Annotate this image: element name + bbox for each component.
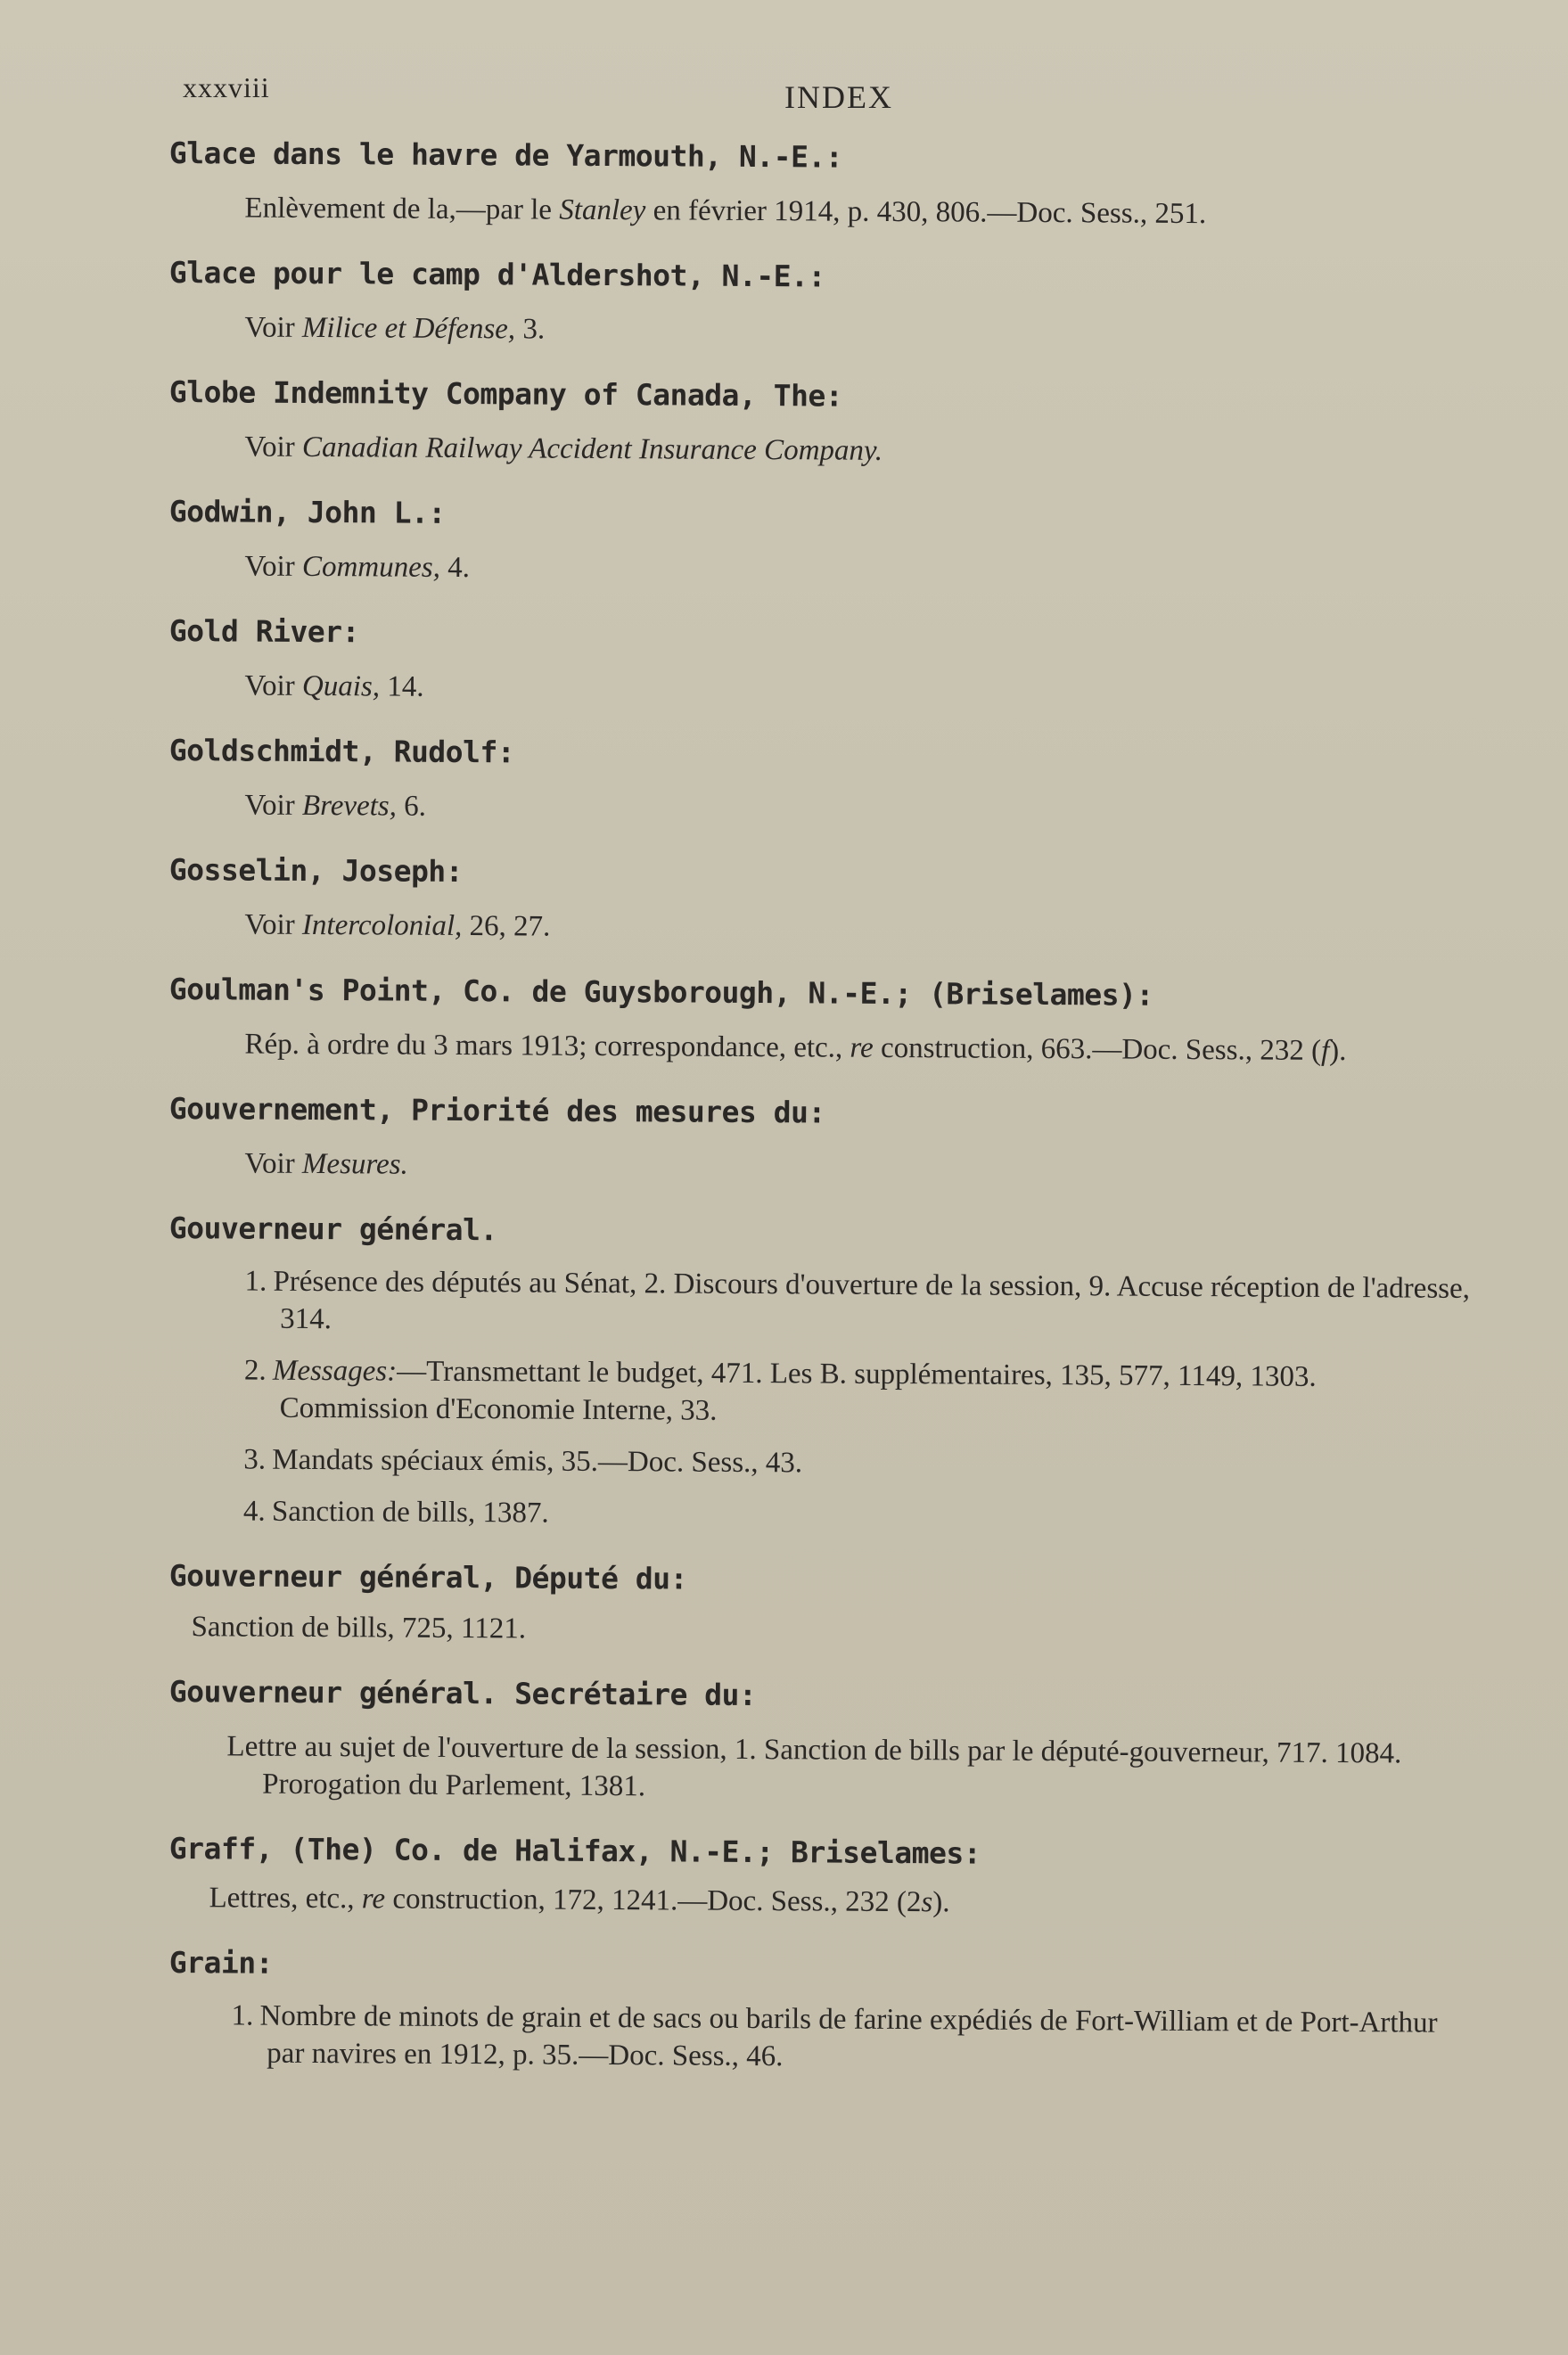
- page-number: xxxviii: [183, 71, 270, 103]
- running-title: INDEX: [784, 79, 893, 115]
- entry-heading: Gold River:: [168, 612, 360, 650]
- entry-text: Sanction de bills, 725, 1121.: [191, 1611, 527, 1645]
- entry-text: Voir Canadian Railway Accident Insurance Company.: [244, 431, 883, 467]
- entry-text: Voir Mesures.: [244, 1147, 408, 1181]
- entry-text: Enlèvement de la,—par le Stanley en février 1914, p. 430, 806.—Doc. Sess., 251.: [244, 192, 1207, 231]
- entry-heading: Glace pour le camp d'Aldershot, N.-E.:: [168, 254, 825, 294]
- entry-heading: Godwin, John L.:: [168, 494, 446, 530]
- entry-heading: Gouverneur général. Secrétaire du:: [168, 1674, 757, 1713]
- numbered-item: 1. Nombre de minots de grain et de sacs ou barils de farine expédiés de Fort-William et de Port-Arthur par navires en 1912, p. 35.—Doc. Sess., 46.: [231, 1999, 1438, 2073]
- index-entry: [168, 970, 1471, 1071]
- index-entry: [168, 134, 1471, 234]
- entry-heading: Glace dans le havre de Yarmouth, N.-E.:: [168, 135, 843, 175]
- index-entry: [168, 731, 1471, 832]
- entry-text: Voir Communes, 4.: [244, 550, 471, 585]
- entry-heading: Gouverneur général, Député du:: [168, 1558, 688, 1596]
- index-entries: [169, 134, 1471, 2098]
- page-header: [183, 71, 1452, 125]
- index-entry: [168, 1672, 1471, 1810]
- entry-heading: Goulman's Point, Co. de Guysborough, N.-E.; (Briselames):: [168, 972, 1153, 1013]
- entry-heading: Gouvernement, Priorité des mesures du:: [168, 1091, 825, 1130]
- index-entry: [168, 1943, 1471, 2080]
- index-entry: [168, 373, 1471, 473]
- entry-heading: Goldschmidt, Rudolf:: [168, 732, 515, 770]
- entry-heading: Gouverneur général.: [168, 1210, 497, 1248]
- numbered-item: 3. Mandats spéciaux émis, 35.—Doc. Sess., 43.: [243, 1443, 803, 1480]
- entry-heading: Graff, (The) Co. de Halifax, N.-E.; Briselames:: [168, 1831, 981, 1871]
- index-entry: [168, 1209, 1471, 1538]
- entry-text: Lettres, etc., re construction, 172, 1241.—Doc. Sess., 232 (2s).: [209, 1882, 950, 1919]
- entry-heading: Grain:: [168, 1945, 274, 1981]
- entry-text: Lettre au sujet de l'ouverture de la session, 1. Sanction de bills par le député-gouverneur, 717. 1084. Prorogation du Parlement, 1381.: [226, 1730, 1402, 1803]
- entry-text: Rép. à ordre du 3 mars 1913; correspondance, etc., re construction, 663.—Doc. Sess., 232 (f).: [244, 1028, 1347, 1068]
- index-entry: [168, 611, 1471, 712]
- numbered-item: 2. Messages:—Transmettant le budget, 471. Les B. supplémentaires, 135, 577, 1149, 1303. Commission d'Economie Interne, 33.: [243, 1354, 1317, 1427]
- entry-heading: Gosselin, Joseph:: [168, 851, 464, 890]
- entry-text: Voir Milice et Défense, 3.: [244, 311, 546, 346]
- index-entry: [168, 492, 1471, 593]
- entry-text: Voir Intercolonial, 26, 27.: [244, 908, 551, 943]
- entry-heading: Globe Indemnity Company of Canada, The:: [168, 373, 843, 414]
- numbered-item: 4. Sanction de bills, 1387.: [242, 1495, 549, 1530]
- entry-text: Voir Quais, 14.: [244, 669, 424, 703]
- index-entry: [168, 253, 1471, 354]
- index-entry: [168, 1829, 1471, 1924]
- index-entry: [168, 850, 1471, 951]
- index-entry: [168, 1556, 1471, 1653]
- index-entry: [168, 1089, 1471, 1190]
- entry-text: Voir Brevets, 6.: [244, 789, 427, 823]
- numbered-item: 1. Présence des députés au Sénat, 2. Discours d'ouverture de la session, 9. Accuse réception de l'adresse, 314.: [244, 1265, 1471, 1336]
